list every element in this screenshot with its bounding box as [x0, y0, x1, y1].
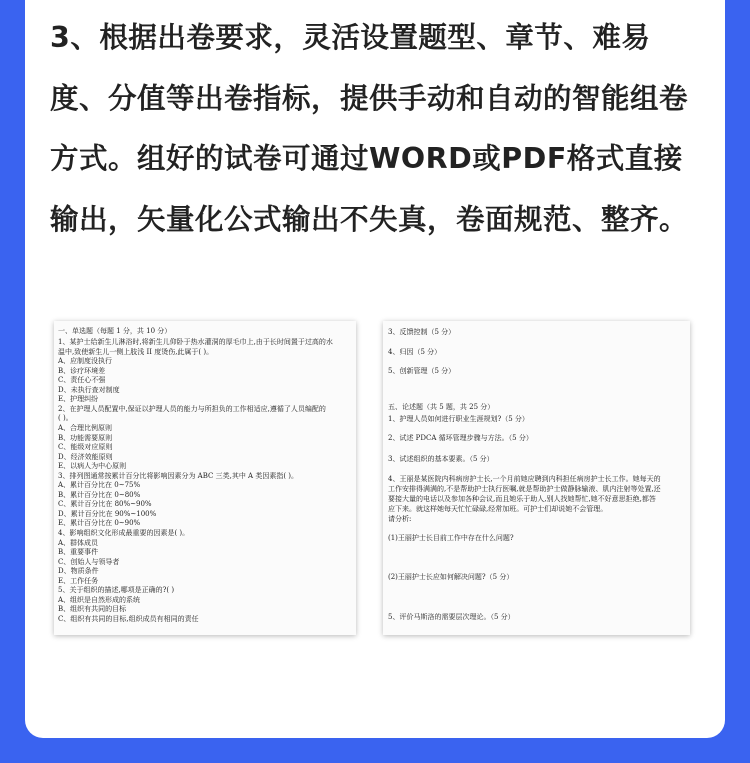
paper-line: 一、单选题（每题 1 分，共 10 分） [58, 327, 172, 335]
paper-line: E、工作任务 [58, 576, 99, 585]
paper-line: 请分析: [388, 515, 412, 523]
paper-line: 应下来。就这样她每天忙忙碌碌,经常加班。可护士们却说她不会管理。 [388, 505, 608, 513]
paper-line: 要接大量的电话以及参加各种会议,而且她乐于助人,别人找她帮忙,她不好意思拒绝,都答 [388, 495, 656, 503]
paper-line: E、以病人为中心原则 [58, 462, 127, 471]
paper-line: E、护理纠纷 [58, 395, 99, 404]
paper-line: C、创始人与领导者 [58, 557, 120, 566]
paper-line: D、累计百分比在 90%~100% [58, 509, 157, 518]
paper-line: 1、护理人员如何进行职业生涯规划?（5 分） [388, 415, 529, 423]
paper-line: B、功能需要原则 [58, 433, 113, 442]
paper-line: 3、试述组织的基本要素。（5 分） [388, 455, 494, 463]
paper-line: 温中,致使新生儿一侧上肢浅 II 度烫伤,此属于( )。 [58, 347, 214, 356]
content-card [25, 0, 725, 738]
paper-line: C、累计百分比在 80%~90% [58, 500, 152, 509]
paper-line: 5、创新管理（5 分） [388, 367, 456, 375]
paper-line: A、应制度没执行 [58, 357, 113, 366]
paper-line: 3、反馈控制（5 分） [388, 328, 456, 336]
paper-line: ( )。 [58, 414, 73, 423]
paper-line: (2)王丽护士长应如何解决问题?（5 分） [388, 573, 514, 581]
paper-line: D、经济效能原则 [58, 452, 113, 461]
paper-line: 工作安排得满满的,不是帮助护士执行医嘱,就是帮助护士做静脉输液、肌内注射等处置,还 [388, 485, 661, 493]
intro-text: 3、根据出卷要求，灵活设置题型、章节、难易度、分值等出卷指标，提供手动和自动的智能组卷方式。组好的试卷可通过WORD或PDF格式直接输出，矢量化公式输出不失真，卷面规范、整齐。 [50, 21, 689, 236]
paper-line: 五、论述题（共 5 题，共 25 分） [388, 403, 495, 411]
exam-paper-preview-left [54, 321, 356, 635]
paper-line: 5、关于组织的描述,哪项是正确的?( ) [58, 586, 175, 595]
paper-line: E、累计百分比在 0~90% [58, 519, 141, 528]
paper-line: 2、在护理人员配置中,保证以护理人员的能力与所担负的工作相适应,遵循了人员编配的 [58, 404, 326, 413]
paper-line: B、累计百分比在 0~80% [58, 490, 141, 499]
paper-line: C、组织有共同的目标,组织成员有相同的责任 [58, 614, 199, 623]
paper-line: 4、王丽是某医院内科病房护士长,一个月前她应聘到内科担任病房护士长工作。她每天的 [388, 475, 661, 483]
paper-line: 5、评价马斯洛的需要层次理论。（5 分） [388, 613, 515, 621]
paper-line: B、诊疗环境差 [58, 366, 106, 375]
paper-line: 4、影响组织文化形成最重要的因素是( )。 [58, 529, 190, 537]
paper-line: D、物质条件 [58, 567, 99, 576]
paper-line: A、组织是自然形成的系统 [58, 595, 141, 604]
paper-line: C、责任心不强 [58, 376, 106, 385]
paper-line: D、未执行查对制度 [58, 385, 120, 394]
exam-paper-preview-right [383, 321, 690, 635]
paper-line: B、重要事件 [58, 548, 99, 557]
paper-line: 4、归因（5 分） [388, 348, 442, 356]
paper-line: 1、某护士给新生儿淋浴时,将新生儿仰卧于热水灌洞的厚毛巾上,由于长时间置于过高的水 [58, 338, 333, 346]
paper-line: (1)王丽护士长目前工作中存在什么问题? [388, 534, 514, 542]
paper-line: 2、试述 PDCA 循环管理步骤与方法。（5 分） [388, 434, 533, 442]
paper-line: C、能级对应原则 [58, 443, 113, 452]
paper-line: A、群体成员 [58, 538, 99, 547]
paper-line: B、组织有共同的目标 [58, 605, 127, 614]
paper-line: A、合理比例原则 [58, 423, 113, 432]
paper-line: A、累计百分比在 0~75% [58, 481, 141, 490]
paper-line: 3、排列图通常按累计百分比将影响因素分为 ABC 三类,其中 A 类因素指( )。 [58, 471, 299, 480]
